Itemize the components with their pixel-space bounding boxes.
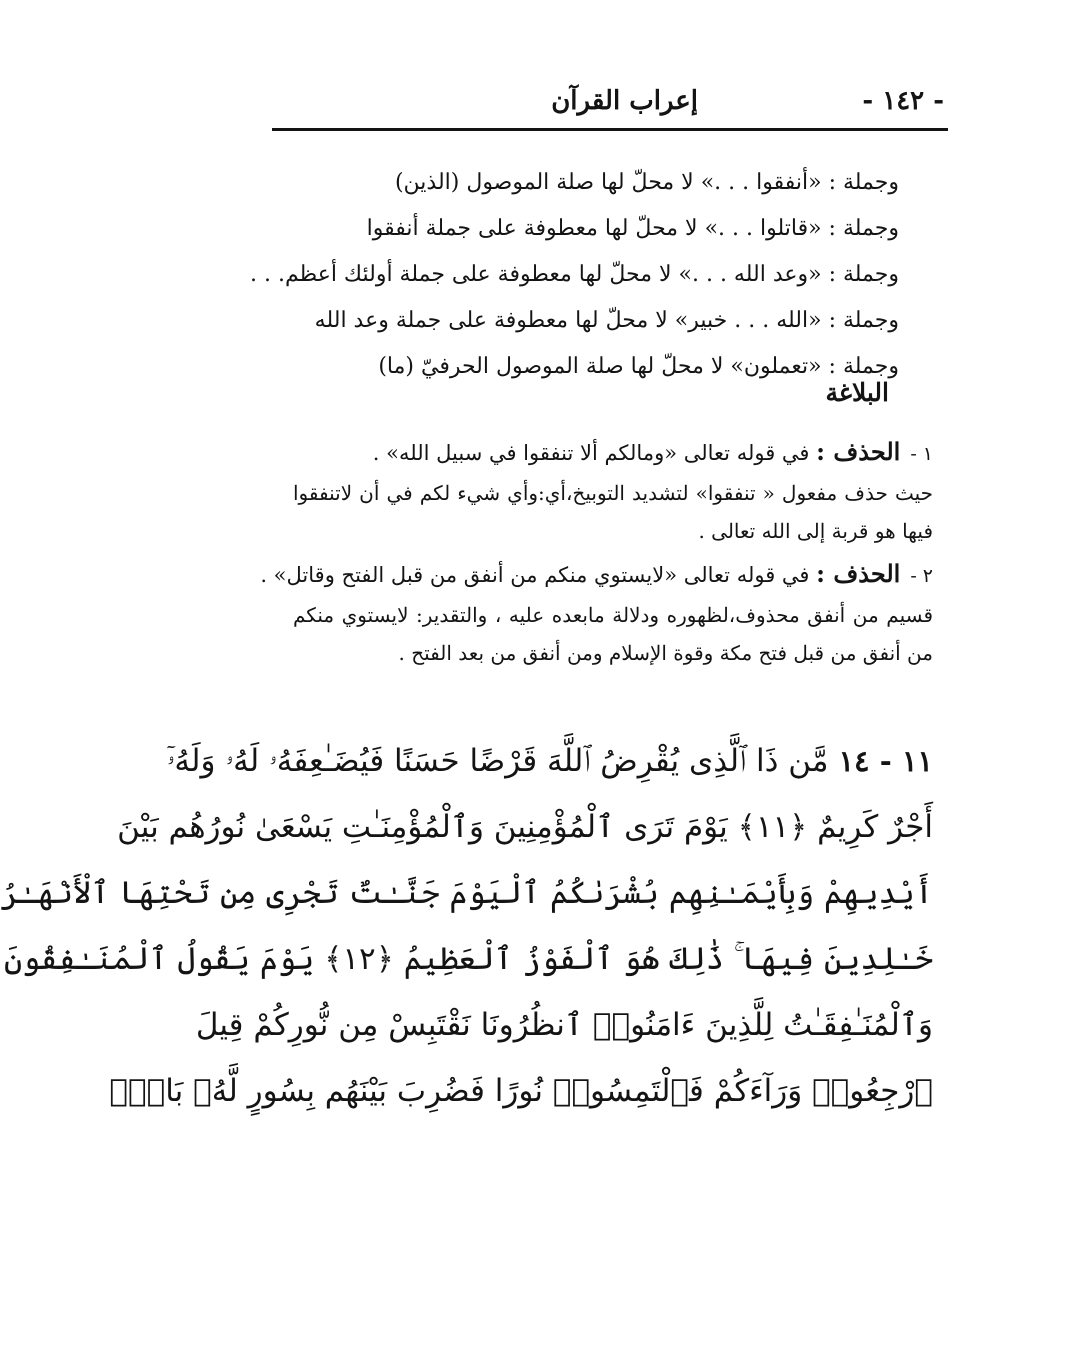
balagha-item-head bbox=[260, 554, 933, 596]
quran-line-text: مَّن ذَا ٱلَّذِى يُقْرِضُ ٱللَّهَ قَرْضًا حَسَنًا فَيُضَـٰعِفَهُۥ لَهُۥ وَلَهُۥٓ bbox=[166, 743, 829, 779]
quran-line: أَجْرٌ كَرِيمٌ ﴿١١﴾ يَوْمَ تَرَى ٱلْمُؤْمِنِينَ وَٱلْمُؤْمِنَـٰتِ يَسْعَىٰ نُورُهُم بَيْنَ bbox=[117, 809, 933, 845]
irab-line: وجملة : «وعد الله . . .» لا محلّ لها معطوفة على جملة أولئك أعظم. . . bbox=[250, 262, 899, 287]
verse-range-number: ١١ - ١٤ bbox=[838, 744, 933, 778]
section-title-balagha: البلاغة bbox=[825, 378, 889, 407]
balagha-list bbox=[260, 432, 933, 676]
quran-line: وَٱلْمُنَـٰفِقَـٰتُ لِلَّذِينَ ءَامَنُوا۟ ٱنظُرُونَا نَقْتَبِسْ مِن نُّورِكُمْ قِيلَ bbox=[195, 1007, 933, 1043]
irab-line: وجملة : «قاتلوا . . .» لا محلّ لها معطوفة على جملة أنفقوا bbox=[366, 216, 899, 241]
balagha-item-number: ١ - bbox=[910, 443, 933, 465]
header-rule bbox=[272, 128, 948, 131]
balagha-item-label: الحذف : bbox=[816, 559, 901, 588]
quran-line: أَيْدِيهِمْ وَبِأَيْمَـٰنِهِم بُشْرَىٰكُمُ ٱلْيَوْمَ جَنَّـٰتٌ تَجْرِى مِن تَحْتِهَا ٱلْأَنْهَـٰرُ bbox=[0, 875, 933, 911]
page-number: - ١٤٢ - bbox=[862, 86, 944, 116]
irab-list bbox=[250, 160, 899, 390]
balagha-item bbox=[293, 432, 933, 550]
running-title: إعراب القرآن bbox=[551, 86, 698, 116]
irab-line: وجملة : «الله . . . خبير» لا محلّ لها معطوفة على جملة وعد الله bbox=[314, 308, 899, 333]
quran-line: ٱرْجِعُوا۟ وَرَآءَكُمْ فَٱلْتَمِسُوا۟ نُورًا فَضُرِبَ بَيْنَهُم بِسُورٍ لَّهُۥ بَابٌۢ bbox=[109, 1073, 933, 1109]
balagha-item-body: قسيم من أنفق محذوف،لظهوره ودلالة مابعده عليه ، والتقدير: لايستوي منكم من أنفق من قبل فتح مكة وقوة الإسلام ومن أنفق من بعد الفتح . bbox=[293, 603, 933, 665]
balagha-item-head bbox=[293, 432, 933, 474]
page-header bbox=[272, 82, 948, 128]
quran-block bbox=[0, 728, 933, 1124]
irab-line: وجملة : «أنفقوا . . .» لا محلّ لها صلة الموصول (الذين) bbox=[394, 170, 899, 195]
balagha-item-intro: في قوله تعالى «لايستوي منكم من أنفق من قبل الفتح وقاتل» . bbox=[260, 563, 810, 587]
balagha-item-number: ٢ - bbox=[910, 565, 933, 587]
irab-line: وجملة : «تعملون» لا محلّ لها صلة الموصول الحرفيّ (ما) bbox=[378, 354, 899, 379]
balagha-item-intro: في قوله تعالى «ومالكم ألا تنفقوا في سبيل الله» . bbox=[372, 441, 810, 465]
balagha-item-body: حيث حذف مفعول « تنفقوا» لتشديد التوبيخ،أي:وأي شيء لكم في أن لاتنفقوا فيها هو قربة إلى الله تعالى . bbox=[293, 481, 933, 543]
balagha-item bbox=[260, 554, 933, 672]
quran-line: خَـٰلِدِينَ فِيهَا ۚ ذَٰلِكَ هُوَ ٱلْفَوْزُ ٱلْعَظِيمُ ﴿١٢﴾ يَوْمَ يَقُولُ ٱلْمُنَـٰفِقُونَ bbox=[4, 941, 933, 977]
balagha-item-label: الحذف : bbox=[816, 437, 901, 466]
quran-line bbox=[166, 728, 933, 794]
